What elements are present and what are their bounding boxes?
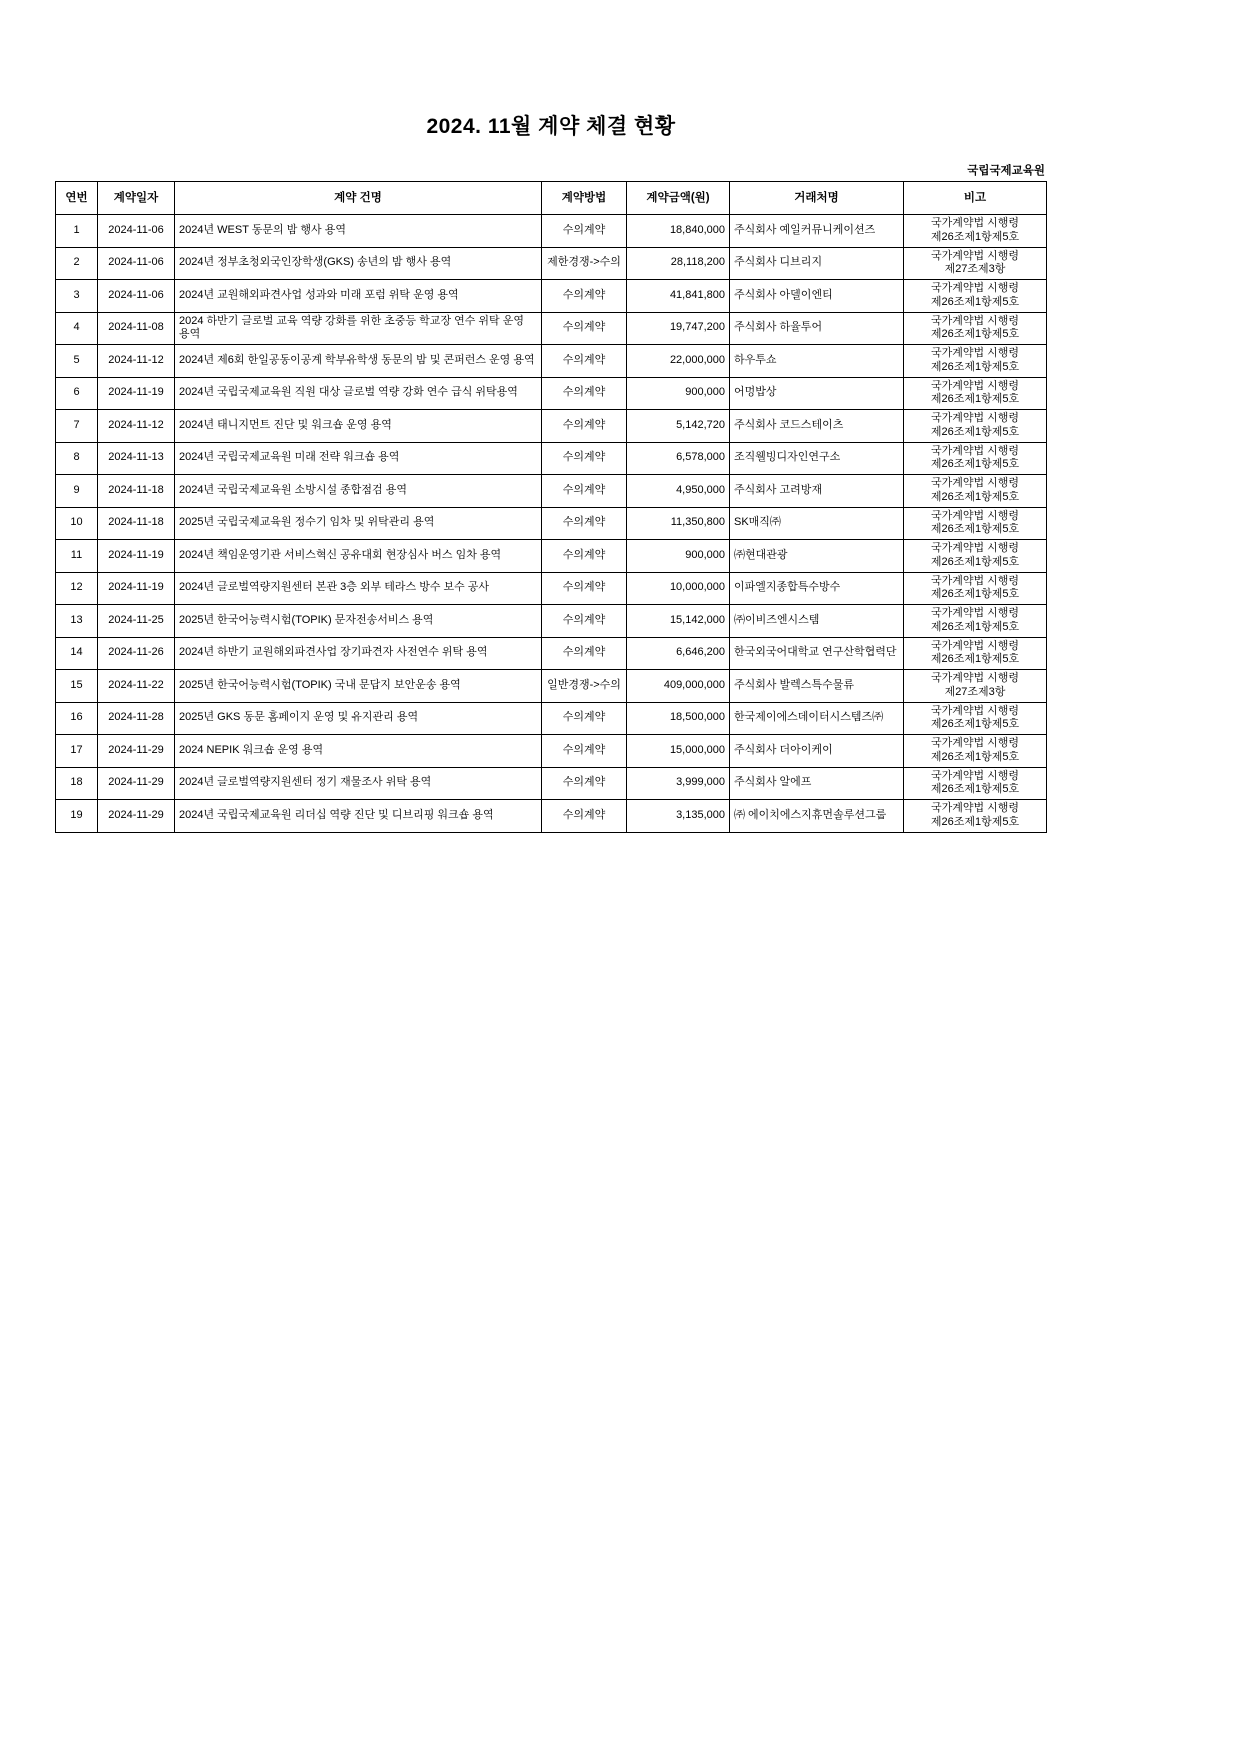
table-row xyxy=(56,670,1047,703)
cell-title: 2024 하반기 글로벌 교육 역량 강화를 위한 초중등 학교장 연수 위탁 운영 용역 xyxy=(175,312,542,345)
cell-amount: 28,118,200 xyxy=(627,247,730,280)
cell-note: 국가계약법 시행령 제26조제1항제5호 xyxy=(904,572,1047,605)
cell-method: 수의계약 xyxy=(542,377,627,410)
cell-seq: 15 xyxy=(56,670,98,703)
cell-amount: 15,142,000 xyxy=(627,605,730,638)
cell-vendor: 주식회사 예일커뮤니케이션즈 xyxy=(730,215,904,248)
cell-seq: 14 xyxy=(56,637,98,670)
table-header-row xyxy=(56,182,1047,215)
table-row xyxy=(56,312,1047,345)
cell-note: 국가계약법 시행령 제26조제1항제5호 xyxy=(904,280,1047,313)
cell-title: 2024년 국립국제교육원 소방시설 종합점검 용역 xyxy=(175,475,542,508)
table-row xyxy=(56,735,1047,768)
cell-method: 수의계약 xyxy=(542,215,627,248)
cell-note: 국가계약법 시행령 제26조제1항제5호 xyxy=(904,605,1047,638)
cell-title: 2024 NEPIK 워크숍 운영 용역 xyxy=(175,735,542,768)
column-header-note: 비고 xyxy=(904,182,1047,215)
cell-date: 2024-11-29 xyxy=(98,800,175,833)
cell-amount: 10,000,000 xyxy=(627,572,730,605)
cell-amount: 18,500,000 xyxy=(627,702,730,735)
cell-date: 2024-11-19 xyxy=(98,572,175,605)
column-header-title: 계약 건명 xyxy=(175,182,542,215)
cell-method: 수의계약 xyxy=(542,767,627,800)
column-header-seq: 연번 xyxy=(56,182,98,215)
column-header-vendor: 거래처명 xyxy=(730,182,904,215)
cell-method: 수의계약 xyxy=(542,345,627,378)
cell-title: 2024년 제6회 한일공동이공계 학부유학생 동문의 밤 및 콘퍼런스 운영 용역 xyxy=(175,345,542,378)
cell-seq: 2 xyxy=(56,247,98,280)
cell-title: 2024년 정부초청외국인장학생(GKS) 송년의 밤 행사 용역 xyxy=(175,247,542,280)
contract-table xyxy=(55,181,1047,833)
cell-method: 수의계약 xyxy=(542,735,627,768)
table-row xyxy=(56,377,1047,410)
cell-seq: 9 xyxy=(56,475,98,508)
cell-vendor: ㈜ 에이치에스지휴먼솔루션그룹 xyxy=(730,800,904,833)
cell-seq: 11 xyxy=(56,540,98,573)
cell-date: 2024-11-12 xyxy=(98,345,175,378)
cell-title: 2024년 국립국제교육원 리더십 역량 진단 및 디브리핑 워크숍 용역 xyxy=(175,800,542,833)
cell-vendor: 주식회사 발렉스특수물류 xyxy=(730,670,904,703)
cell-title: 2024년 태니지먼트 진단 및 워크숍 운영 용역 xyxy=(175,410,542,443)
cell-note: 국가계약법 시행령 제26조제1항제5호 xyxy=(904,410,1047,443)
cell-note: 국가계약법 시행령 제26조제1항제5호 xyxy=(904,442,1047,475)
cell-seq: 17 xyxy=(56,735,98,768)
cell-date: 2024-11-19 xyxy=(98,377,175,410)
table-row xyxy=(56,702,1047,735)
cell-vendor: 한국외국어대학교 연구산학협력단 xyxy=(730,637,904,670)
cell-note: 국가계약법 시행령 제26조제1항제5호 xyxy=(904,637,1047,670)
cell-title: 2024년 교원해외파견사업 성과와 미래 포럼 위탁 운영 용역 xyxy=(175,280,542,313)
cell-date: 2024-11-28 xyxy=(98,702,175,735)
cell-vendor: 이파엘지종합특수방수 xyxy=(730,572,904,605)
page-title: 2024. 11월 계약 체결 현황 xyxy=(426,115,676,138)
cell-vendor: 주식회사 알에프 xyxy=(730,767,904,800)
cell-date: 2024-11-12 xyxy=(98,410,175,443)
cell-title: 2024년 책임운영기관 서비스혁신 공유대회 현장심사 버스 임차 용역 xyxy=(175,540,542,573)
cell-amount: 3,135,000 xyxy=(627,800,730,833)
cell-seq: 16 xyxy=(56,702,98,735)
cell-method: 수의계약 xyxy=(542,572,627,605)
cell-title: 2025년 국립국제교육원 정수기 임차 및 위탁관리 용역 xyxy=(175,507,542,540)
cell-date: 2024-11-26 xyxy=(98,637,175,670)
cell-method: 제한경쟁->수의 xyxy=(542,247,627,280)
cell-title: 2024년 WEST 동문의 밤 행사 용역 xyxy=(175,215,542,248)
cell-method: 수의계약 xyxy=(542,475,627,508)
cell-seq: 19 xyxy=(56,800,98,833)
cell-seq: 4 xyxy=(56,312,98,345)
organization-name: 국립국제교육원 xyxy=(967,165,1045,177)
cell-date: 2024-11-22 xyxy=(98,670,175,703)
cell-note: 국가계약법 시행령 제26조제1항제5호 xyxy=(904,702,1047,735)
cell-title: 2024년 글로벌역량지원센터 정기 재물조사 위탁 용역 xyxy=(175,767,542,800)
cell-note: 국가계약법 시행령 제26조제1항제5호 xyxy=(904,767,1047,800)
cell-title: 2024년 하반기 교원해외파견사업 장기파견자 사전연수 위탁 용역 xyxy=(175,637,542,670)
cell-method: 수의계약 xyxy=(542,605,627,638)
cell-amount: 6,646,200 xyxy=(627,637,730,670)
table-row xyxy=(56,215,1047,248)
cell-amount: 41,841,800 xyxy=(627,280,730,313)
cell-seq: 3 xyxy=(56,280,98,313)
cell-date: 2024-11-29 xyxy=(98,767,175,800)
cell-method: 수의계약 xyxy=(542,637,627,670)
table-row xyxy=(56,507,1047,540)
cell-vendor: SK매직㈜ xyxy=(730,507,904,540)
table-row xyxy=(56,767,1047,800)
cell-vendor: 주식회사 코드스테이츠 xyxy=(730,410,904,443)
cell-seq: 18 xyxy=(56,767,98,800)
column-header-method: 계약방법 xyxy=(542,182,627,215)
table-row xyxy=(56,247,1047,280)
cell-seq: 13 xyxy=(56,605,98,638)
cell-amount: 4,950,000 xyxy=(627,475,730,508)
cell-note: 국가계약법 시행령 제26조제1항제5호 xyxy=(904,540,1047,573)
cell-amount: 15,000,000 xyxy=(627,735,730,768)
table-row xyxy=(56,475,1047,508)
cell-title: 2025년 한국어능력시험(TOPIK) 국내 문답지 보안운송 용역 xyxy=(175,670,542,703)
cell-method: 수의계약 xyxy=(542,507,627,540)
table-row xyxy=(56,410,1047,443)
cell-note: 국가계약법 시행령 제26조제1항제5호 xyxy=(904,800,1047,833)
cell-vendor: 주식회사 고려방재 xyxy=(730,475,904,508)
cell-method: 수의계약 xyxy=(542,800,627,833)
cell-vendor: 조직웰빙디자인연구소 xyxy=(730,442,904,475)
table-header xyxy=(56,182,1047,215)
cell-note: 국가계약법 시행령 제26조제1항제5호 xyxy=(904,312,1047,345)
table-row xyxy=(56,605,1047,638)
table-row xyxy=(56,280,1047,313)
cell-date: 2024-11-18 xyxy=(98,507,175,540)
cell-amount: 22,000,000 xyxy=(627,345,730,378)
column-header-date: 계약일자 xyxy=(98,182,175,215)
cell-date: 2024-11-08 xyxy=(98,312,175,345)
cell-note: 국가계약법 시행령 제26조제1항제5호 xyxy=(904,377,1047,410)
cell-amount: 900,000 xyxy=(627,540,730,573)
table-body xyxy=(56,215,1047,833)
column-header-amount: 계약금액(원) xyxy=(627,182,730,215)
cell-title: 2024년 글로벌역량지원센터 본관 3층 외부 테라스 방수 보수 공사 xyxy=(175,572,542,605)
cell-seq: 1 xyxy=(56,215,98,248)
cell-date: 2024-11-29 xyxy=(98,735,175,768)
cell-vendor: ㈜현대관광 xyxy=(730,540,904,573)
cell-vendor: 주식회사 아델이엔티 xyxy=(730,280,904,313)
cell-amount: 3,999,000 xyxy=(627,767,730,800)
table-row xyxy=(56,572,1047,605)
cell-amount: 5,142,720 xyxy=(627,410,730,443)
cell-seq: 8 xyxy=(56,442,98,475)
cell-vendor: 한국제이에스데이터시스템즈㈜ xyxy=(730,702,904,735)
document-body xyxy=(55,110,1047,833)
cell-vendor: 주식회사 하율투어 xyxy=(730,312,904,345)
cell-method: 수의계약 xyxy=(542,410,627,443)
cell-method: 수의계약 xyxy=(542,280,627,313)
cell-date: 2024-11-13 xyxy=(98,442,175,475)
cell-vendor: 주식회사 더아이케이 xyxy=(730,735,904,768)
table-row xyxy=(56,540,1047,573)
cell-seq: 10 xyxy=(56,507,98,540)
cell-seq: 5 xyxy=(56,345,98,378)
cell-date: 2024-11-25 xyxy=(98,605,175,638)
cell-amount: 19,747,200 xyxy=(627,312,730,345)
cell-vendor: 어멍밥상 xyxy=(730,377,904,410)
cell-title: 2025년 한국어능력시험(TOPIK) 문자전송서비스 용역 xyxy=(175,605,542,638)
table-row xyxy=(56,637,1047,670)
cell-seq: 12 xyxy=(56,572,98,605)
cell-amount: 11,350,800 xyxy=(627,507,730,540)
cell-date: 2024-11-19 xyxy=(98,540,175,573)
cell-vendor: 하우투쇼 xyxy=(730,345,904,378)
cell-note: 국가계약법 시행령 제26조제1항제5호 xyxy=(904,475,1047,508)
cell-vendor: ㈜이비즈엔시스템 xyxy=(730,605,904,638)
cell-seq: 7 xyxy=(56,410,98,443)
cell-date: 2024-11-06 xyxy=(98,215,175,248)
cell-date: 2024-11-18 xyxy=(98,475,175,508)
table-row xyxy=(56,442,1047,475)
cell-title: 2024년 국립국제교육원 직원 대상 글로벌 역량 강화 연수 급식 위탁용역 xyxy=(175,377,542,410)
cell-note: 국가계약법 시행령 제26조제1항제5호 xyxy=(904,215,1047,248)
cell-method: 일반경쟁->수의 xyxy=(542,670,627,703)
cell-note: 국가계약법 시행령 제26조제1항제5호 xyxy=(904,507,1047,540)
cell-method: 수의계약 xyxy=(542,312,627,345)
table-row xyxy=(56,800,1047,833)
cell-note: 국가계약법 시행령 제27조제3항 xyxy=(904,670,1047,703)
cell-date: 2024-11-06 xyxy=(98,280,175,313)
cell-title: 2024년 국립국제교육원 미래 전략 워크숍 용역 xyxy=(175,442,542,475)
cell-date: 2024-11-06 xyxy=(98,247,175,280)
cell-amount: 6,578,000 xyxy=(627,442,730,475)
cell-note: 국가계약법 시행령 제27조제3항 xyxy=(904,247,1047,280)
cell-amount: 409,000,000 xyxy=(627,670,730,703)
cell-amount: 900,000 xyxy=(627,377,730,410)
table-row xyxy=(56,345,1047,378)
cell-seq: 6 xyxy=(56,377,98,410)
cell-amount: 18,840,000 xyxy=(627,215,730,248)
cell-method: 수의계약 xyxy=(542,702,627,735)
cell-note: 국가계약법 시행령 제26조제1항제5호 xyxy=(904,735,1047,768)
cell-title: 2025년 GKS 동문 홈페이지 운영 및 유지관리 용역 xyxy=(175,702,542,735)
cell-method: 수의계약 xyxy=(542,540,627,573)
cell-vendor: 주식회사 디브리지 xyxy=(730,247,904,280)
cell-method: 수의계약 xyxy=(542,442,627,475)
cell-note: 국가계약법 시행령 제26조제1항제5호 xyxy=(904,345,1047,378)
